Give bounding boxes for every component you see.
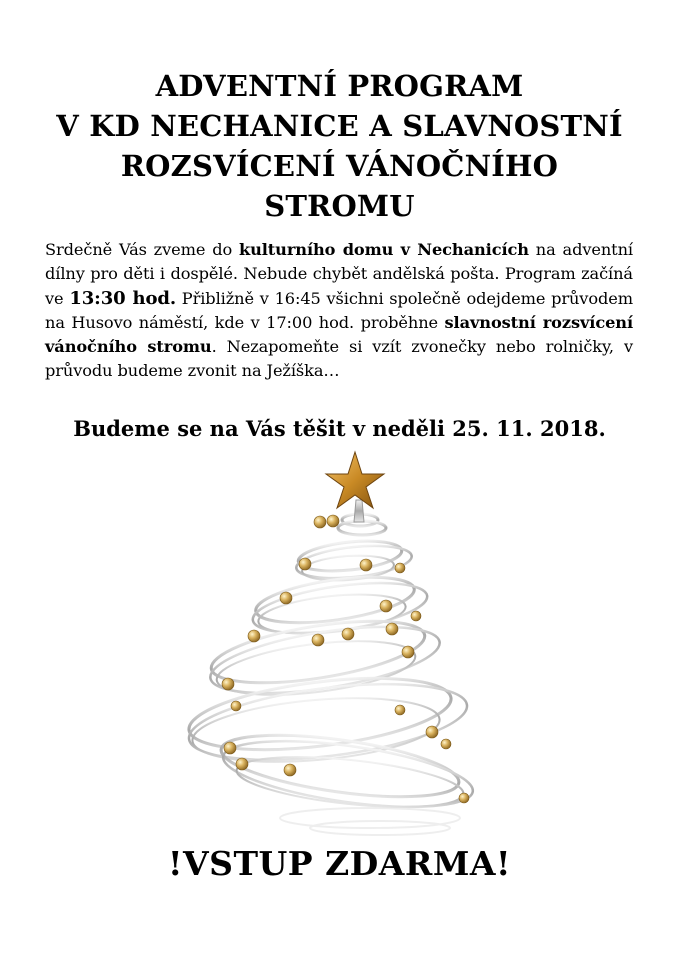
event-highlight: slavnostní rozsvícení vánočního stromu <box>45 312 634 357</box>
start-time-highlight: 13:30 hod. <box>69 287 177 309</box>
invitation-text-1: Srdečně Vás zveme do <box>45 240 239 259</box>
venue-highlight: kulturního domu v Nechanicích <box>238 240 529 259</box>
ornament-ball <box>314 516 326 528</box>
ornament-ball <box>342 628 354 640</box>
tree-spiral-ribbon <box>185 514 477 819</box>
invitation-text-2: na adventní dílny pro děti i dospělé. Nebude chybět andělská pošta. Program začíná ve <box>45 240 633 308</box>
tree-reflection <box>280 808 460 835</box>
event-date-line: Budeme se na Vás těšit v neděli 25. 11. 2018. <box>73 416 606 441</box>
ornament-ball <box>222 678 234 690</box>
poster-title <box>0 66 679 226</box>
ornament-ball <box>327 515 339 527</box>
ornament-ball <box>441 739 451 749</box>
ornament-ball <box>395 705 405 715</box>
ornament-ball <box>299 558 311 570</box>
ornament-ball <box>395 563 405 573</box>
star-stem <box>354 500 364 522</box>
ornament-ball <box>402 646 414 658</box>
invitation-paragraph <box>45 238 633 384</box>
ornament-ball <box>284 764 296 776</box>
title-line-4: STROMU <box>264 189 415 223</box>
ornament-ball <box>459 793 469 803</box>
invitation-text-3: Přibližně v 16:45 všichni společně odejdeme průvodem na Husovo náměstí, kde v 17:00 hod. proběhne <box>45 288 633 332</box>
ornament-ball <box>236 758 248 770</box>
ornament-ball <box>312 634 324 646</box>
title-line-3: ROZSVÍCENÍ VÁNOČNÍHO <box>120 149 559 183</box>
ornament-ball <box>386 623 398 635</box>
ornament-ball <box>360 559 372 571</box>
title-line-2: V KD NECHANICE A SLAVNOSTNÍ <box>56 109 623 143</box>
title-line-1: ADVENTNÍ PROGRAM <box>155 69 524 103</box>
ornament-ball <box>411 611 421 621</box>
ornament-ball <box>248 630 260 642</box>
ornament-ball <box>280 592 292 604</box>
gold-star-icon <box>326 452 384 508</box>
ornament-ball <box>224 742 236 754</box>
ornament-ball <box>380 600 392 612</box>
invitation-text-4: . Nezapomeňte si vzít zvonečky nebo rolničky, v průvodu budeme zvonit na Ježíška… <box>45 337 633 381</box>
ornament-ball <box>231 701 241 711</box>
ornament-ball <box>426 726 438 738</box>
christmas-tree-illustration <box>170 448 530 840</box>
free-admission-banner: !VSTUP ZDARMA! <box>168 844 511 883</box>
